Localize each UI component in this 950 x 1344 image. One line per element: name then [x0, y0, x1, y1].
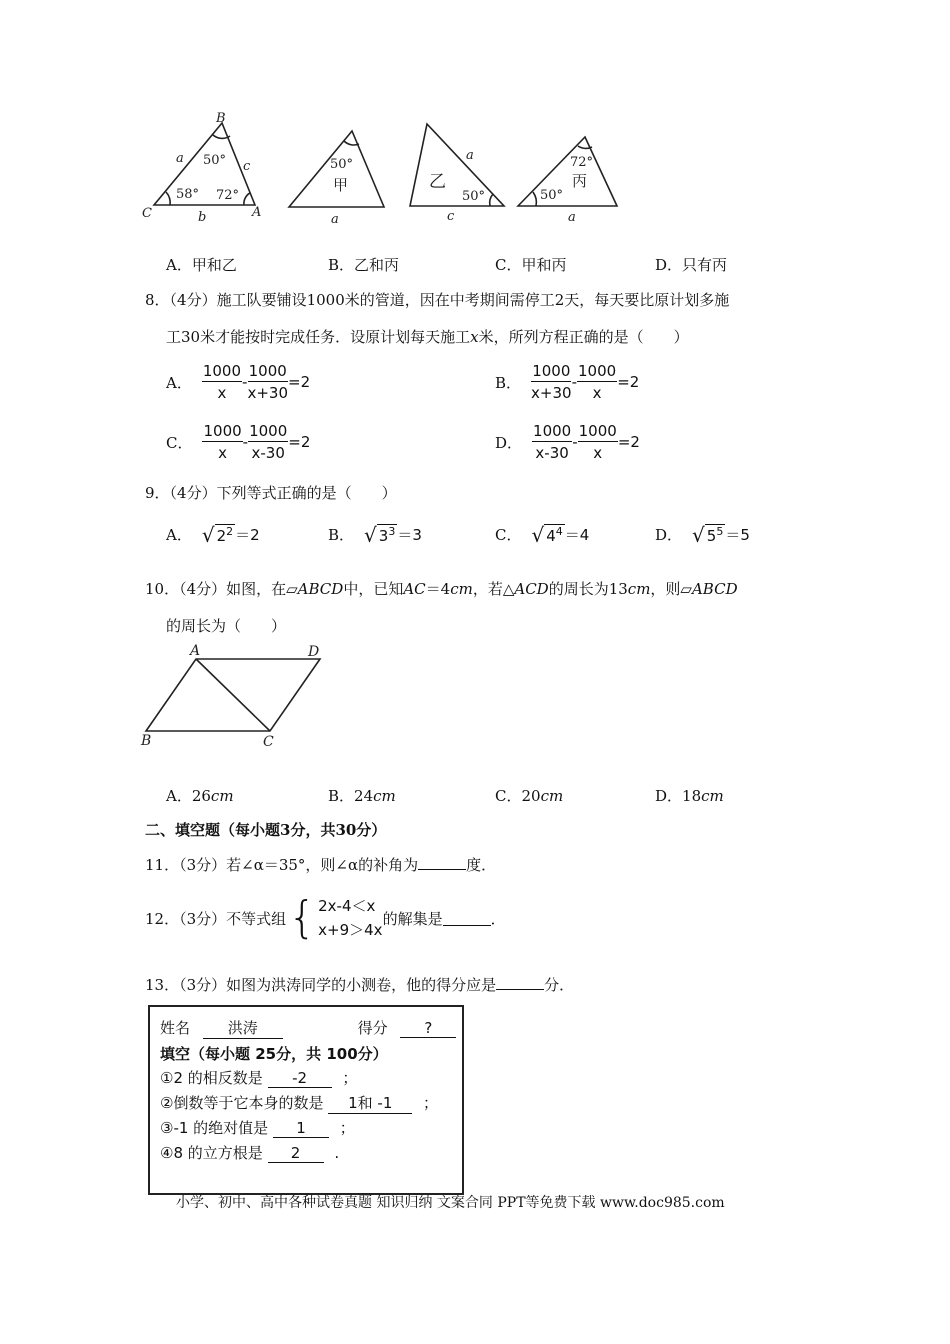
- minus-sign: -: [242, 433, 249, 451]
- bing-name: 丙: [572, 172, 588, 190]
- option-unit: cm: [701, 787, 724, 805]
- frac-denominator: x+30: [247, 384, 288, 402]
- triangle-yi: [410, 124, 504, 206]
- quiz-item-text: ①2 的相反数是: [160, 1069, 263, 1087]
- frac-numerator: 1000: [203, 422, 242, 440]
- q11-answer-blank[interactable]: [418, 855, 466, 870]
- quiz-name-label: 姓名: [160, 1019, 191, 1037]
- q10-option-d: [655, 785, 724, 806]
- radicand: [705, 524, 726, 545]
- q10-text: ，则▱: [650, 580, 692, 598]
- q10-var: AC: [403, 580, 426, 598]
- quiz-score-value: ?: [400, 1019, 456, 1038]
- radicand: [544, 524, 565, 545]
- q10-var: ABCD: [297, 580, 344, 598]
- q10-stem-line1: [145, 578, 738, 599]
- quiz-item-text: ④8 的立方根是: [160, 1144, 263, 1162]
- q12-post: 的解集是: [382, 909, 443, 928]
- q8-b-frac1: [531, 362, 572, 402]
- frac-denominator: x-30: [251, 444, 285, 462]
- q9-option-a: [166, 524, 260, 545]
- frac-numerator: 1000: [532, 362, 571, 380]
- vertex-c: C: [263, 734, 274, 750]
- q8-b-frac2: [577, 362, 617, 402]
- left-brace-icon: {: [288, 892, 317, 943]
- quiz-item-4: [160, 1142, 339, 1163]
- radicand-base: 2: [216, 527, 227, 545]
- q10-option-a: [166, 785, 234, 806]
- q10-unit: cm: [627, 580, 651, 598]
- quiz-name-value: 洪涛: [203, 1017, 283, 1039]
- bing-angle2: 50°: [540, 188, 564, 203]
- q8-option-c-label: C．: [166, 433, 193, 452]
- tri1-side-c: c: [243, 159, 251, 174]
- inequality-system: [318, 894, 382, 942]
- triangle-bing: [518, 137, 617, 206]
- radicand-exponent: 5: [716, 525, 724, 538]
- frac-denominator: x: [592, 384, 602, 402]
- jia-side: a: [331, 212, 339, 227]
- quiz-item-end: ；: [423, 1094, 439, 1112]
- equation-rhs: ＝4: [564, 526, 590, 544]
- q10-text: 10．（4分）如图，在▱: [145, 580, 298, 598]
- q10-parallelogram-figure: [140, 640, 340, 752]
- q8-c-frac1: [202, 422, 242, 462]
- option-text: B．24: [328, 787, 374, 805]
- q10-text: 的周长为13: [548, 580, 628, 598]
- q8-option-c: [166, 422, 310, 462]
- quiz-item-1: [160, 1067, 357, 1088]
- sqrt-expression: [202, 524, 235, 545]
- frac-denominator: x: [217, 384, 227, 402]
- minus-sign: -: [571, 373, 577, 391]
- section-heading: 二、填空题（每小题3分，共30分）: [145, 821, 387, 839]
- yi-angle: 50°: [462, 189, 486, 204]
- radicand-base: 3: [378, 527, 389, 545]
- option-unit: cm: [373, 787, 396, 805]
- jia-name: 甲: [333, 176, 349, 194]
- q9-stem: 9．（4分）下列等式正确的是（ ）: [145, 484, 397, 502]
- tri1-side-b: b: [198, 210, 207, 225]
- q10-var: ACD: [514, 580, 549, 598]
- q10-unit: cm: [450, 580, 473, 598]
- option-text: D．18: [655, 787, 702, 805]
- q9-option-c-label: C．: [495, 526, 522, 544]
- q10-option-c: [495, 785, 563, 806]
- q9-option-d: [655, 524, 750, 545]
- q13-post: 分．: [544, 976, 575, 994]
- q8-a-frac1: [202, 362, 242, 402]
- q10-text: ＝4: [425, 580, 451, 598]
- q12: [145, 894, 506, 942]
- equation-rhs: =2: [617, 433, 640, 451]
- q8-c-frac2: [248, 422, 288, 462]
- tri1-vertex-c: C: [142, 206, 152, 221]
- quiz-card: [148, 1005, 464, 1195]
- q9-option-b-label: B．: [328, 526, 355, 544]
- frac-numerator: 1000: [202, 362, 242, 380]
- vertex-a: A: [190, 643, 201, 659]
- frac-numerator: 1000: [533, 422, 572, 440]
- equation-rhs: =2: [288, 433, 311, 451]
- frac-denominator: x-30: [535, 444, 569, 462]
- q10-stem-line2: 的周长为（ ）: [166, 617, 287, 635]
- q10-text: ，若△: [472, 580, 515, 598]
- sqrt-expression: [692, 524, 725, 545]
- yi-name: 乙: [429, 172, 446, 192]
- q8-option-d-label: D．: [495, 433, 523, 452]
- frac-numerator: 1000: [248, 362, 287, 380]
- diagonal-ac: [196, 659, 270, 731]
- q7-option-b: B．乙和丙: [328, 256, 400, 274]
- q8-stem-line1: 8．（4分）施工队要铺设1000米的管道，因在中考期间需停工2天，每天要比原计划多施: [145, 291, 730, 309]
- q9-option-a-label: A．: [166, 526, 192, 544]
- radical-sign-icon: √: [201, 523, 215, 547]
- q7-triangles-figure: [140, 108, 630, 228]
- vertex-d: D: [308, 644, 320, 660]
- quiz-item-end: .: [334, 1144, 340, 1162]
- q8-option-a: [166, 362, 310, 402]
- tri1-angle-b: 50°: [203, 153, 227, 168]
- option-text: A．26: [166, 787, 211, 805]
- equation-rhs: =2: [288, 373, 311, 391]
- yi-side-c: c: [447, 209, 455, 224]
- radical-sign-icon: √: [531, 523, 545, 547]
- tri1-angle-a: 72°: [216, 188, 240, 203]
- tri1-angle-c: 58°: [176, 187, 200, 202]
- jia-angle: 50°: [330, 157, 354, 172]
- radicand-exponent: 2: [226, 525, 234, 538]
- frac-denominator: x: [593, 444, 603, 462]
- quiz-item-answer: 1: [273, 1119, 329, 1138]
- q11: [145, 854, 496, 875]
- radicand-base: 4: [546, 527, 556, 545]
- radicand-base: 5: [706, 527, 717, 545]
- q8-a-frac2: [247, 362, 288, 402]
- vertex-b: B: [141, 733, 152, 749]
- q8-line2-var: x: [470, 328, 479, 346]
- frac-denominator: x: [218, 444, 228, 462]
- sqrt-expression: [364, 524, 397, 545]
- equation-rhs: ＝5: [725, 526, 750, 544]
- q8-d-frac1: [532, 422, 572, 462]
- q13-answer-blank[interactable]: [496, 975, 544, 990]
- inequality-2: x+9＞4x: [318, 921, 383, 939]
- q10-text: 中，已知: [343, 580, 404, 598]
- q7-option-c: C．甲和丙: [495, 256, 567, 274]
- bing-side: a: [568, 210, 576, 225]
- quiz-item-text: ②倒数等于它本身的数是: [160, 1094, 324, 1112]
- q9-option-b: [328, 524, 422, 545]
- q12-answer-blank[interactable]: [443, 911, 491, 926]
- page-footer: 小学、初中、高中各种试卷真题 知识归纳 文案合同 PPT等免费下载 www.doc985.com: [176, 1195, 725, 1211]
- tri1-vertex-b: B: [216, 111, 226, 126]
- radicand: [377, 524, 398, 545]
- radicand-exponent: 4: [555, 525, 563, 538]
- tri1-vertex-a: A: [252, 205, 262, 220]
- radical-sign-icon: √: [692, 523, 705, 547]
- q12-pre: 12．（3分）不等式组: [145, 909, 287, 928]
- q10-option-b: [328, 785, 396, 806]
- bing-angle1: 72°: [570, 155, 594, 170]
- q12-end: ．: [490, 909, 506, 928]
- q13: [145, 974, 574, 995]
- inequality-1: 2x-4＜x: [318, 897, 376, 915]
- tri1-side-a: a: [176, 151, 184, 166]
- q11-pre: 11．（3分）若∠α＝35°，则∠α的补角为: [145, 856, 419, 874]
- frac-denominator: x+30: [531, 384, 572, 402]
- quiz-item-answer: -2: [268, 1069, 332, 1088]
- equation-rhs: ＝3: [397, 526, 422, 544]
- frac-numerator: 1000: [578, 422, 617, 440]
- quiz-item-2: [160, 1092, 438, 1114]
- option-unit: cm: [540, 787, 564, 805]
- quiz-header: 填空（每小题 25分，共 100分）: [160, 1045, 388, 1063]
- option-unit: cm: [210, 787, 234, 805]
- q8-option-b: [495, 362, 639, 402]
- q8-stem-line2: [166, 326, 689, 347]
- q9-option-c: [495, 524, 589, 545]
- q7-option-d: D．只有丙: [655, 256, 728, 274]
- quiz-item-answer: 2: [268, 1144, 324, 1163]
- frac-numerator: 1000: [249, 422, 288, 440]
- q8-option-d: [495, 422, 640, 462]
- q11-post: 度．: [466, 856, 497, 874]
- q8-line2-pre: 工30米才能按时完成任务．设原计划每天施工: [166, 328, 471, 346]
- q8-option-b-label: B．: [495, 373, 522, 392]
- q9-option-d-label: D．: [655, 526, 683, 544]
- sqrt-expression: [531, 524, 564, 545]
- quiz-item-answer: 1和 -1: [328, 1092, 412, 1114]
- frac-numerator: 1000: [578, 362, 617, 380]
- quiz-name-row: [160, 1017, 456, 1039]
- quiz-item-end: ；: [339, 1119, 355, 1137]
- equation-rhs: =2: [617, 373, 640, 391]
- minus-sign: -: [572, 433, 578, 451]
- q8-option-a-label: A．: [166, 373, 192, 392]
- q8-d-frac2: [578, 422, 618, 462]
- radicand: [215, 524, 236, 545]
- minus-sign: -: [242, 373, 248, 391]
- radical-sign-icon: √: [364, 523, 377, 547]
- q10-var: ABCD: [691, 580, 738, 598]
- yi-side-a: a: [466, 148, 474, 163]
- radicand-exponent: 3: [388, 525, 396, 538]
- quiz-score-label: 得分: [357, 1019, 388, 1037]
- q8-line2-post: 米，所列方程正确的是（ ）: [478, 328, 689, 346]
- quiz-item-end: ；: [342, 1069, 358, 1087]
- q7-option-a: A．甲和乙: [166, 256, 237, 274]
- equation-rhs: ＝2: [235, 526, 260, 544]
- quiz-item-text: ③-1 的绝对值是: [160, 1119, 269, 1137]
- option-text: C．20: [495, 787, 541, 805]
- quiz-item-3: [160, 1117, 355, 1138]
- q13-pre: 13．（3分）如图为洪涛同学的小测卷，他的得分应是: [145, 976, 497, 994]
